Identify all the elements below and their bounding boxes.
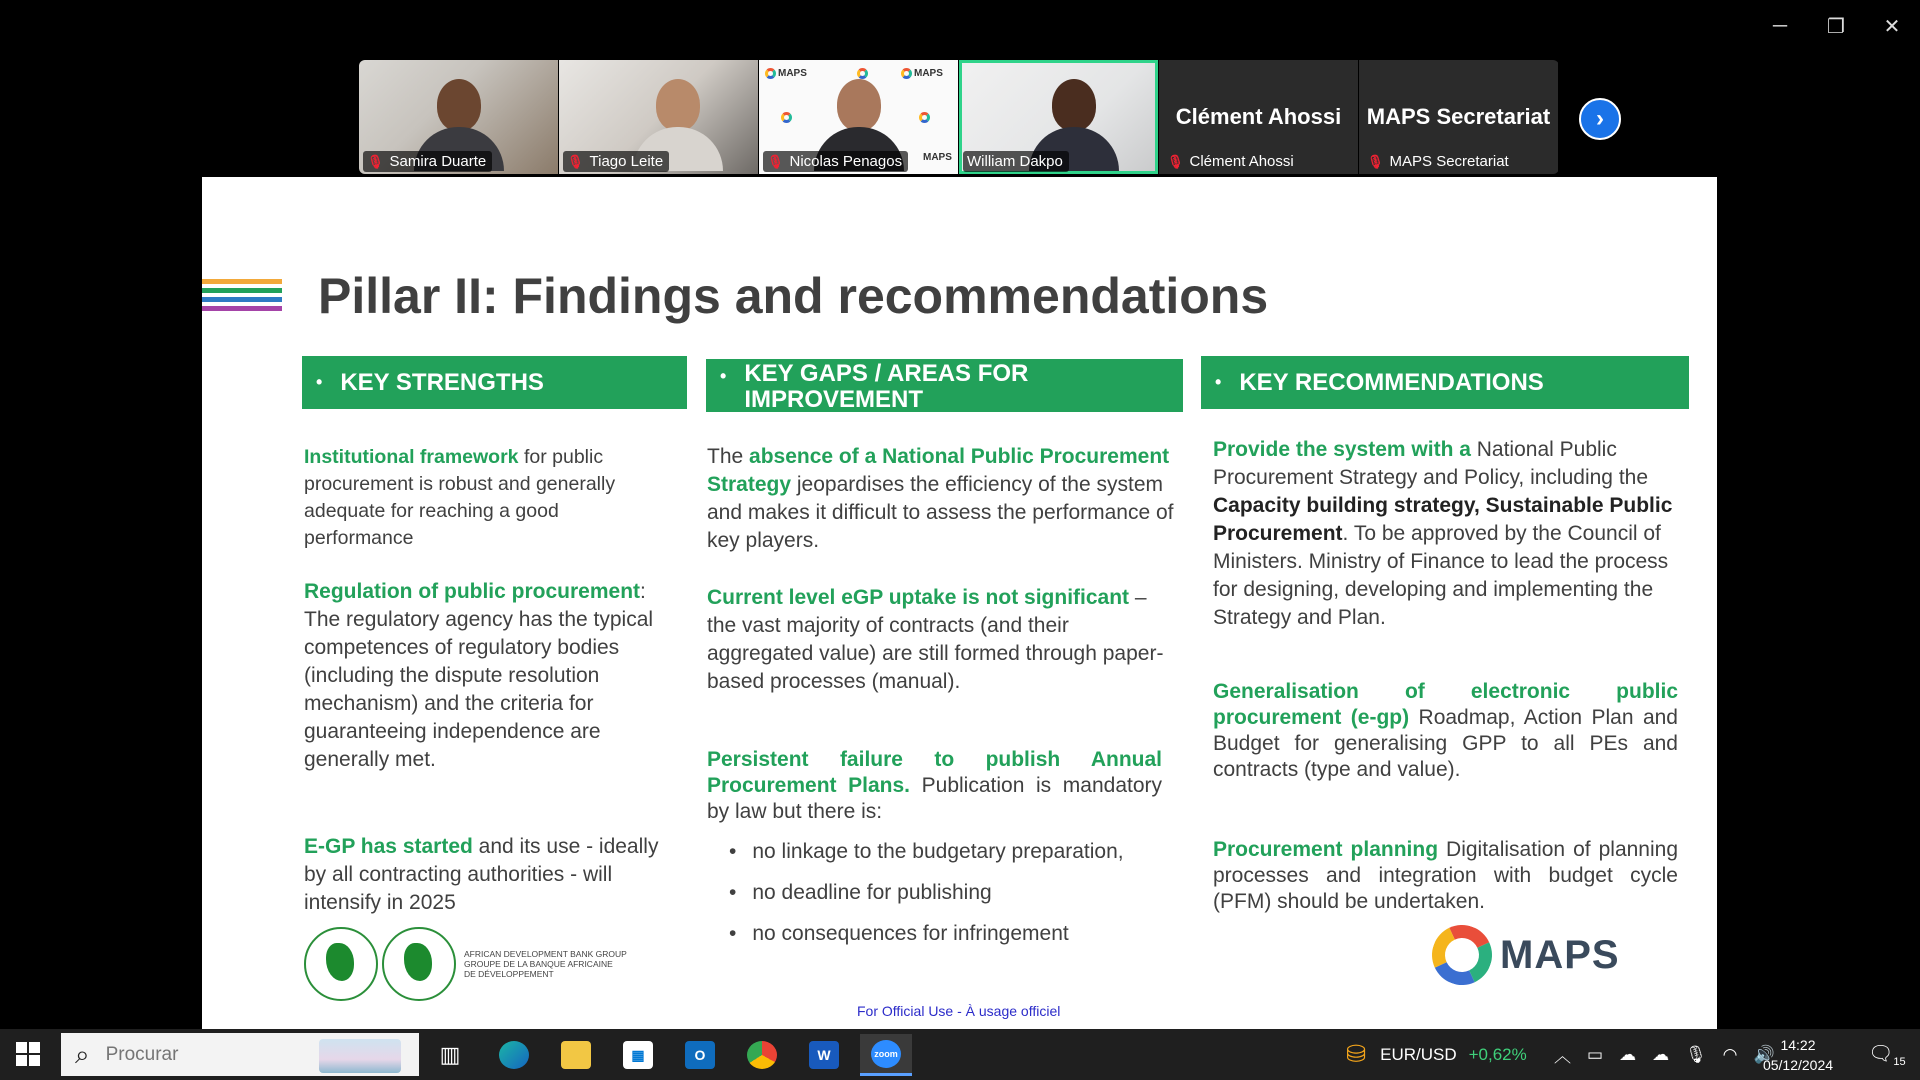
participant-nametag [563,151,669,172]
search-input[interactable] [104,1043,298,1067]
microsoft-store-icon[interactable]: ▦ [612,1034,664,1076]
microphone-icon[interactable]: 🎙 [1685,1044,1707,1064]
close-icon[interactable]: ✕ [1883,15,1901,38]
system-tray [1554,1029,1775,1080]
maps-logo: MAPS [1432,925,1620,985]
strength-institutional-framework: Institutional framework for public procurement is robust and generally adequate for reaching a good performance [304,446,616,549]
participant-nametag [1163,151,1300,172]
participant-display-name: MAPS Secretariat [1366,104,1551,129]
participant-name: Tiago Leite [589,153,664,170]
cloud-icon[interactable]: ☁ [1652,1044,1670,1064]
chevron-right-icon: › [1596,105,1604,132]
gap-national-strategy: The absence of a National Public Procurement Strategy jeopardises the efficiency of the system and makes it difficult to assess the performance of key players. [707,445,1174,552]
participant-display-name: Clément Ahossi [1175,104,1342,129]
participant-nametag [1363,151,1515,172]
participant-tile-active-speaker[interactable] [959,60,1158,174]
clock-time: 14:22 [1780,1037,1816,1053]
notification-center-icon[interactable]: $🗨_{15}$ [1868,1043,1906,1068]
zoom-icon[interactable]: zoom [860,1034,912,1076]
mic-muted-icon: 🎙 [1367,153,1384,169]
maps-mini-logo [919,112,930,123]
chrome-icon[interactable] [736,1034,788,1076]
column-header-recommendations: • KEY RECOMMENDATIONS [1201,356,1689,409]
gap-procurement-plans: Persistent failure to publish Annual Procurement Plans. Publication is mandatory by law but there is: [707,748,1163,823]
mic-muted-icon: 🎙 [567,153,584,169]
gap-bullet-list [729,831,1124,954]
notification-count: 15 [1893,1056,1906,1068]
restore-icon[interactable]: ❐ [1827,15,1845,38]
clock-date: 05/12/2024 [1762,1057,1834,1073]
recommendation-planning: Procurement planning Digitalisation of planning processes and integration with budget cycle (PFM) should be undertaken. [1213,838,1679,913]
participant-name: Samira Duarte [389,153,487,170]
maps-mini-logo [781,112,792,123]
list-item: • no linkage to the budgetary preparation, [729,831,1124,872]
mic-muted-icon: 🎙 [767,153,784,169]
official-use-footer: For Official Use - À usage officiel [857,1003,1061,1019]
participant-nametag [963,151,1069,172]
next-page-button[interactable] [1579,98,1621,140]
recommendation-egp: Generalisation of electronic public procurement (e-gp) Roadmap, Action Plan and Budget for generalising GPP to all PEs and contracts (type and value). [1213,680,1678,781]
participant-name: William Dakpo [967,153,1063,170]
column-header-strengths: • KEY STRENGTHS [302,356,687,409]
participant-tile[interactable] [359,60,558,174]
currency-widget[interactable] [1346,1029,1527,1080]
participant-tile[interactable] [1159,60,1358,174]
shared-slide [202,177,1717,1029]
windows-start-button[interactable] [16,1042,40,1066]
taskbar [0,1029,1920,1080]
participants-strip [359,60,1559,174]
maps-mini-logo: MAPS [923,152,952,163]
search-highlight-image [319,1039,401,1073]
onedrive-icon[interactable]: ☁ [1619,1044,1637,1064]
chevron-up-icon[interactable]: ︿ [1554,1047,1571,1066]
currency-icon: ⛁ [1346,1041,1367,1068]
currency-pair: EUR/USD [1380,1044,1457,1064]
decorative-stripes [202,279,282,315]
participant-name: Clément Ahossi [1189,153,1294,170]
mic-muted-icon: 🎙 [1167,153,1184,169]
recommendation-strategy: Provide the system with a National Public Procurement Strategy and Policy, including the Capacity building strategy, Sustainable Public Procurement. To be approved by the Council of Ministers. Ministry of Finance to lead the process for designing, developing and implementing the Strategy and Plan. [1213,438,1673,629]
maps-mini-logo: MAPS [901,68,943,79]
currency-change: +0,62% [1468,1044,1527,1064]
minimize-icon[interactable]: ─ [1772,14,1788,37]
participant-tile[interactable] [559,60,758,174]
participant-tile[interactable] [759,60,958,174]
word-icon[interactable]: W [798,1034,850,1076]
participant-name: MAPS Secretariat [1389,153,1509,170]
participant-tile[interactable] [1359,60,1558,174]
window-controls [1752,0,1920,52]
outlook-icon[interactable]: O [674,1034,726,1076]
slide-title: Pillar II: Findings and recommendations [318,268,1269,324]
list-item: • no consequences for infringement [729,913,1124,954]
battery-icon[interactable]: ▭ [1587,1044,1604,1064]
task-view-icon[interactable]: ▥ [439,1042,461,1067]
maps-mini-logo: MAPS [765,68,807,79]
clock[interactable] [1758,1035,1838,1075]
volume-icon[interactable]: 🔊 [1753,1044,1775,1064]
maps-mini-logo [857,68,868,79]
strength-egp: E-GP has started and its use - ideally by all contracting authorities - will intensify in 2025 [304,835,659,914]
participant-name: Nicolas Penagos [789,153,903,170]
file-explorer-icon[interactable] [550,1034,602,1076]
list-item: • no deadline for publishing [729,872,1124,913]
column-header-gaps: • KEY GAPS / AREAS FOR IMPROVEMENT [706,359,1183,412]
search-icon: ⌕ [75,1038,90,1069]
wifi-icon[interactable]: ◠ [1722,1044,1738,1064]
taskbar-search[interactable] [61,1033,419,1076]
gap-egp-uptake: Current level eGP uptake is not significant – the vast majority of contracts (and their aggregated value) are still formed through paper-based processes (manual). [707,586,1164,693]
strength-regulation: Regulation of public procurement: The regulatory agency has the typical competences of regulatory bodies (including the dispute resolution mechanism) and the criteria for guaranteeing independence are generally met. [304,580,654,771]
edge-icon[interactable] [488,1034,540,1076]
afdb-logo: AFRICAN DEVELOPMENT BANK GROUP GROUPE DE LA BANQUE AFRICAINE DE DÉVELOPPEMENT [304,927,627,1001]
participant-nametag [763,151,908,172]
mic-muted-icon: 🎙 [367,153,384,169]
participant-nametag [363,151,492,172]
